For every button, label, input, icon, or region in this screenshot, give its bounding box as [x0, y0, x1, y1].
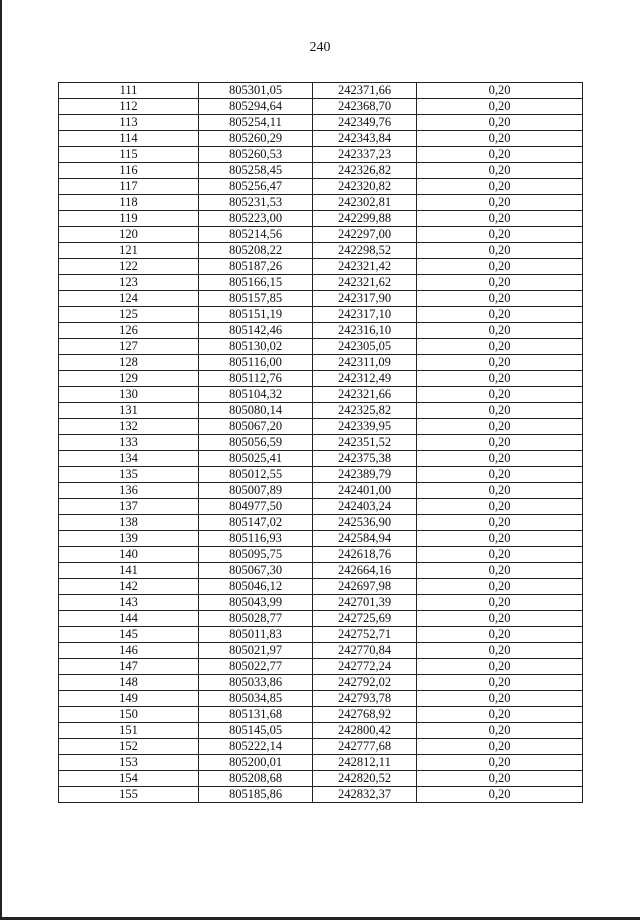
error-value-cell: 0,20 [417, 611, 583, 627]
table-row [59, 723, 583, 739]
error-value-cell: 0,20 [417, 499, 583, 515]
table-row [59, 643, 583, 659]
point-number-cell: 143 [59, 595, 199, 611]
table-row [59, 291, 583, 307]
x-coordinate-cell: 805301,05 [199, 83, 313, 99]
y-coordinate-cell: 242403,24 [313, 499, 417, 515]
y-coordinate-cell: 242311,09 [313, 355, 417, 371]
point-number-cell: 123 [59, 275, 199, 291]
x-coordinate-cell: 805067,30 [199, 563, 313, 579]
table-row [59, 483, 583, 499]
error-value-cell: 0,20 [417, 291, 583, 307]
error-value-cell: 0,20 [417, 211, 583, 227]
point-number-cell: 138 [59, 515, 199, 531]
point-number-cell: 153 [59, 755, 199, 771]
table-row [59, 579, 583, 595]
x-coordinate-cell: 805056,59 [199, 435, 313, 451]
x-coordinate-cell: 805166,15 [199, 275, 313, 291]
error-value-cell: 0,20 [417, 739, 583, 755]
table-row [59, 243, 583, 259]
point-number-cell: 119 [59, 211, 199, 227]
point-number-cell: 129 [59, 371, 199, 387]
error-value-cell: 0,20 [417, 787, 583, 803]
table-row [59, 131, 583, 147]
y-coordinate-cell: 242664,16 [313, 563, 417, 579]
table-row [59, 419, 583, 435]
x-coordinate-cell: 805208,22 [199, 243, 313, 259]
table-row [59, 403, 583, 419]
point-number-cell: 112 [59, 99, 199, 115]
error-value-cell: 0,20 [417, 195, 583, 211]
page-number: 240 [309, 40, 331, 55]
table-row [59, 83, 583, 99]
table-row [59, 739, 583, 755]
y-coordinate-cell: 242298,52 [313, 243, 417, 259]
table-row [59, 339, 583, 355]
point-number-cell: 134 [59, 451, 199, 467]
point-number-cell: 151 [59, 723, 199, 739]
point-number-cell: 114 [59, 131, 199, 147]
point-number-cell: 144 [59, 611, 199, 627]
point-number-cell: 139 [59, 531, 199, 547]
x-coordinate-cell: 805130,02 [199, 339, 313, 355]
error-value-cell: 0,20 [417, 771, 583, 787]
y-coordinate-cell: 242701,39 [313, 595, 417, 611]
point-number-cell: 147 [59, 659, 199, 675]
x-coordinate-cell: 805025,41 [199, 451, 313, 467]
error-value-cell: 0,20 [417, 707, 583, 723]
x-coordinate-cell: 805187,26 [199, 259, 313, 275]
table-row [59, 659, 583, 675]
error-value-cell: 0,20 [417, 275, 583, 291]
error-value-cell: 0,20 [417, 643, 583, 659]
point-number-cell: 117 [59, 179, 199, 195]
y-coordinate-cell: 242389,79 [313, 467, 417, 483]
error-value-cell: 0,20 [417, 323, 583, 339]
y-coordinate-cell: 242368,70 [313, 99, 417, 115]
point-number-cell: 152 [59, 739, 199, 755]
x-coordinate-cell: 805007,89 [199, 483, 313, 499]
point-number-cell: 118 [59, 195, 199, 211]
point-number-cell: 141 [59, 563, 199, 579]
error-value-cell: 0,20 [417, 515, 583, 531]
error-value-cell: 0,20 [417, 483, 583, 499]
x-coordinate-cell: 805200,01 [199, 755, 313, 771]
point-number-cell: 145 [59, 627, 199, 643]
point-number-cell: 133 [59, 435, 199, 451]
x-coordinate-cell: 805021,97 [199, 643, 313, 659]
point-number-cell: 121 [59, 243, 199, 259]
y-coordinate-cell: 242321,66 [313, 387, 417, 403]
x-coordinate-cell: 805258,45 [199, 163, 313, 179]
x-coordinate-cell: 805112,76 [199, 371, 313, 387]
y-coordinate-cell: 242316,10 [313, 323, 417, 339]
x-coordinate-cell: 805080,14 [199, 403, 313, 419]
table-row [59, 147, 583, 163]
x-coordinate-cell: 805142,46 [199, 323, 313, 339]
point-number-cell: 113 [59, 115, 199, 131]
point-number-cell: 131 [59, 403, 199, 419]
point-number-cell: 146 [59, 643, 199, 659]
error-value-cell: 0,20 [417, 435, 583, 451]
table-row [59, 675, 583, 691]
error-value-cell: 0,20 [417, 595, 583, 611]
table-row [59, 691, 583, 707]
error-value-cell: 0,20 [417, 147, 583, 163]
y-coordinate-cell: 242401,00 [313, 483, 417, 499]
table-row [59, 387, 583, 403]
y-coordinate-cell: 242725,69 [313, 611, 417, 627]
y-coordinate-cell: 242317,90 [313, 291, 417, 307]
error-value-cell: 0,20 [417, 531, 583, 547]
y-coordinate-cell: 242371,66 [313, 83, 417, 99]
table-row [59, 275, 583, 291]
x-coordinate-cell: 805116,00 [199, 355, 313, 371]
table-row [59, 227, 583, 243]
table-row [59, 563, 583, 579]
x-coordinate-cell: 805157,85 [199, 291, 313, 307]
x-coordinate-cell: 805147,02 [199, 515, 313, 531]
y-coordinate-cell: 242349,76 [313, 115, 417, 131]
point-number-cell: 111 [59, 83, 199, 99]
error-value-cell: 0,20 [417, 163, 583, 179]
point-number-cell: 127 [59, 339, 199, 355]
y-coordinate-cell: 242812,11 [313, 755, 417, 771]
point-number-cell: 122 [59, 259, 199, 275]
table-row [59, 595, 583, 611]
y-coordinate-cell: 242320,82 [313, 179, 417, 195]
y-coordinate-cell: 242584,94 [313, 531, 417, 547]
point-number-cell: 137 [59, 499, 199, 515]
error-value-cell: 0,20 [417, 563, 583, 579]
table-row [59, 499, 583, 515]
y-coordinate-cell: 242351,52 [313, 435, 417, 451]
point-number-cell: 120 [59, 227, 199, 243]
x-coordinate-cell: 805011,83 [199, 627, 313, 643]
y-coordinate-cell: 242752,71 [313, 627, 417, 643]
y-coordinate-cell: 242339,95 [313, 419, 417, 435]
x-coordinate-cell: 805028,77 [199, 611, 313, 627]
x-coordinate-cell: 805116,93 [199, 531, 313, 547]
x-coordinate-cell: 805260,29 [199, 131, 313, 147]
error-value-cell: 0,20 [417, 387, 583, 403]
x-coordinate-cell: 805185,86 [199, 787, 313, 803]
table-row [59, 531, 583, 547]
error-value-cell: 0,20 [417, 99, 583, 115]
y-coordinate-cell: 242321,62 [313, 275, 417, 291]
x-coordinate-cell: 805043,99 [199, 595, 313, 611]
error-value-cell: 0,20 [417, 179, 583, 195]
x-coordinate-cell: 805046,12 [199, 579, 313, 595]
error-value-cell: 0,20 [417, 403, 583, 419]
table-row [59, 435, 583, 451]
x-coordinate-cell: 805033,86 [199, 675, 313, 691]
error-value-cell: 0,20 [417, 675, 583, 691]
point-number-cell: 130 [59, 387, 199, 403]
error-value-cell: 0,20 [417, 355, 583, 371]
table-row [59, 515, 583, 531]
point-number-cell: 124 [59, 291, 199, 307]
table-row [59, 259, 583, 275]
error-value-cell: 0,20 [417, 691, 583, 707]
coordinates-table [58, 82, 583, 803]
table-row [59, 451, 583, 467]
table-row [59, 547, 583, 563]
x-coordinate-cell: 805294,64 [199, 99, 313, 115]
point-number-cell: 116 [59, 163, 199, 179]
error-value-cell: 0,20 [417, 243, 583, 259]
x-coordinate-cell: 805104,32 [199, 387, 313, 403]
table-row [59, 163, 583, 179]
y-coordinate-cell: 242793,78 [313, 691, 417, 707]
table-row [59, 371, 583, 387]
point-number-cell: 126 [59, 323, 199, 339]
y-coordinate-cell: 242832,37 [313, 787, 417, 803]
x-coordinate-cell: 805012,55 [199, 467, 313, 483]
y-coordinate-cell: 242777,68 [313, 739, 417, 755]
table-row [59, 115, 583, 131]
x-coordinate-cell: 805223,00 [199, 211, 313, 227]
y-coordinate-cell: 242772,24 [313, 659, 417, 675]
y-coordinate-cell: 242768,92 [313, 707, 417, 723]
point-number-cell: 142 [59, 579, 199, 595]
table-row [59, 771, 583, 787]
error-value-cell: 0,20 [417, 419, 583, 435]
point-number-cell: 149 [59, 691, 199, 707]
point-number-cell: 155 [59, 787, 199, 803]
error-value-cell: 0,20 [417, 579, 583, 595]
y-coordinate-cell: 242618,76 [313, 547, 417, 563]
table-row [59, 323, 583, 339]
error-value-cell: 0,20 [417, 371, 583, 387]
table-row [59, 611, 583, 627]
point-number-cell: 115 [59, 147, 199, 163]
point-number-cell: 128 [59, 355, 199, 371]
scan-left-edge [0, 0, 2, 918]
point-number-cell: 148 [59, 675, 199, 691]
x-coordinate-cell: 805208,68 [199, 771, 313, 787]
point-number-cell: 154 [59, 771, 199, 787]
error-value-cell: 0,20 [417, 723, 583, 739]
error-value-cell: 0,20 [417, 451, 583, 467]
x-coordinate-cell: 805145,05 [199, 723, 313, 739]
y-coordinate-cell: 242299,88 [313, 211, 417, 227]
error-value-cell: 0,20 [417, 227, 583, 243]
y-coordinate-cell: 242326,82 [313, 163, 417, 179]
table-row [59, 99, 583, 115]
x-coordinate-cell: 805260,53 [199, 147, 313, 163]
error-value-cell: 0,20 [417, 339, 583, 355]
x-coordinate-cell: 805034,85 [199, 691, 313, 707]
table-row [59, 195, 583, 211]
y-coordinate-cell: 242800,42 [313, 723, 417, 739]
y-coordinate-cell: 242697,98 [313, 579, 417, 595]
x-coordinate-cell: 805095,75 [199, 547, 313, 563]
error-value-cell: 0,20 [417, 115, 583, 131]
y-coordinate-cell: 242536,90 [313, 515, 417, 531]
y-coordinate-cell: 242337,23 [313, 147, 417, 163]
table-row [59, 755, 583, 771]
error-value-cell: 0,20 [417, 259, 583, 275]
error-value-cell: 0,20 [417, 755, 583, 771]
y-coordinate-cell: 242770,84 [313, 643, 417, 659]
point-number-cell: 140 [59, 547, 199, 563]
y-coordinate-cell: 242820,52 [313, 771, 417, 787]
point-number-cell: 150 [59, 707, 199, 723]
y-coordinate-cell: 242343,84 [313, 131, 417, 147]
error-value-cell: 0,20 [417, 659, 583, 675]
point-number-cell: 136 [59, 483, 199, 499]
error-value-cell: 0,20 [417, 467, 583, 483]
table-row [59, 355, 583, 371]
table-row [59, 307, 583, 323]
point-number-cell: 135 [59, 467, 199, 483]
coordinates-table-body [59, 83, 583, 803]
y-coordinate-cell: 242317,10 [313, 307, 417, 323]
point-number-cell: 125 [59, 307, 199, 323]
error-value-cell: 0,20 [417, 83, 583, 99]
x-coordinate-cell: 805254,11 [199, 115, 313, 131]
error-value-cell: 0,20 [417, 547, 583, 563]
table-row [59, 467, 583, 483]
table-row [59, 627, 583, 643]
error-value-cell: 0,20 [417, 131, 583, 147]
x-coordinate-cell: 804977,50 [199, 499, 313, 515]
error-value-cell: 0,20 [417, 307, 583, 323]
x-coordinate-cell: 805022,77 [199, 659, 313, 675]
y-coordinate-cell: 242321,42 [313, 259, 417, 275]
y-coordinate-cell: 242325,82 [313, 403, 417, 419]
y-coordinate-cell: 242297,00 [313, 227, 417, 243]
y-coordinate-cell: 242375,38 [313, 451, 417, 467]
y-coordinate-cell: 242312,49 [313, 371, 417, 387]
table-row [59, 211, 583, 227]
x-coordinate-cell: 805256,47 [199, 179, 313, 195]
point-number-cell: 132 [59, 419, 199, 435]
x-coordinate-cell: 805067,20 [199, 419, 313, 435]
table-row [59, 179, 583, 195]
y-coordinate-cell: 242302,81 [313, 195, 417, 211]
x-coordinate-cell: 805214,56 [199, 227, 313, 243]
y-coordinate-cell: 242305,05 [313, 339, 417, 355]
x-coordinate-cell: 805131,68 [199, 707, 313, 723]
table-row [59, 707, 583, 723]
x-coordinate-cell: 805151,19 [199, 307, 313, 323]
error-value-cell: 0,20 [417, 627, 583, 643]
x-coordinate-cell: 805222,14 [199, 739, 313, 755]
y-coordinate-cell: 242792,02 [313, 675, 417, 691]
x-coordinate-cell: 805231,53 [199, 195, 313, 211]
table-row [59, 787, 583, 803]
